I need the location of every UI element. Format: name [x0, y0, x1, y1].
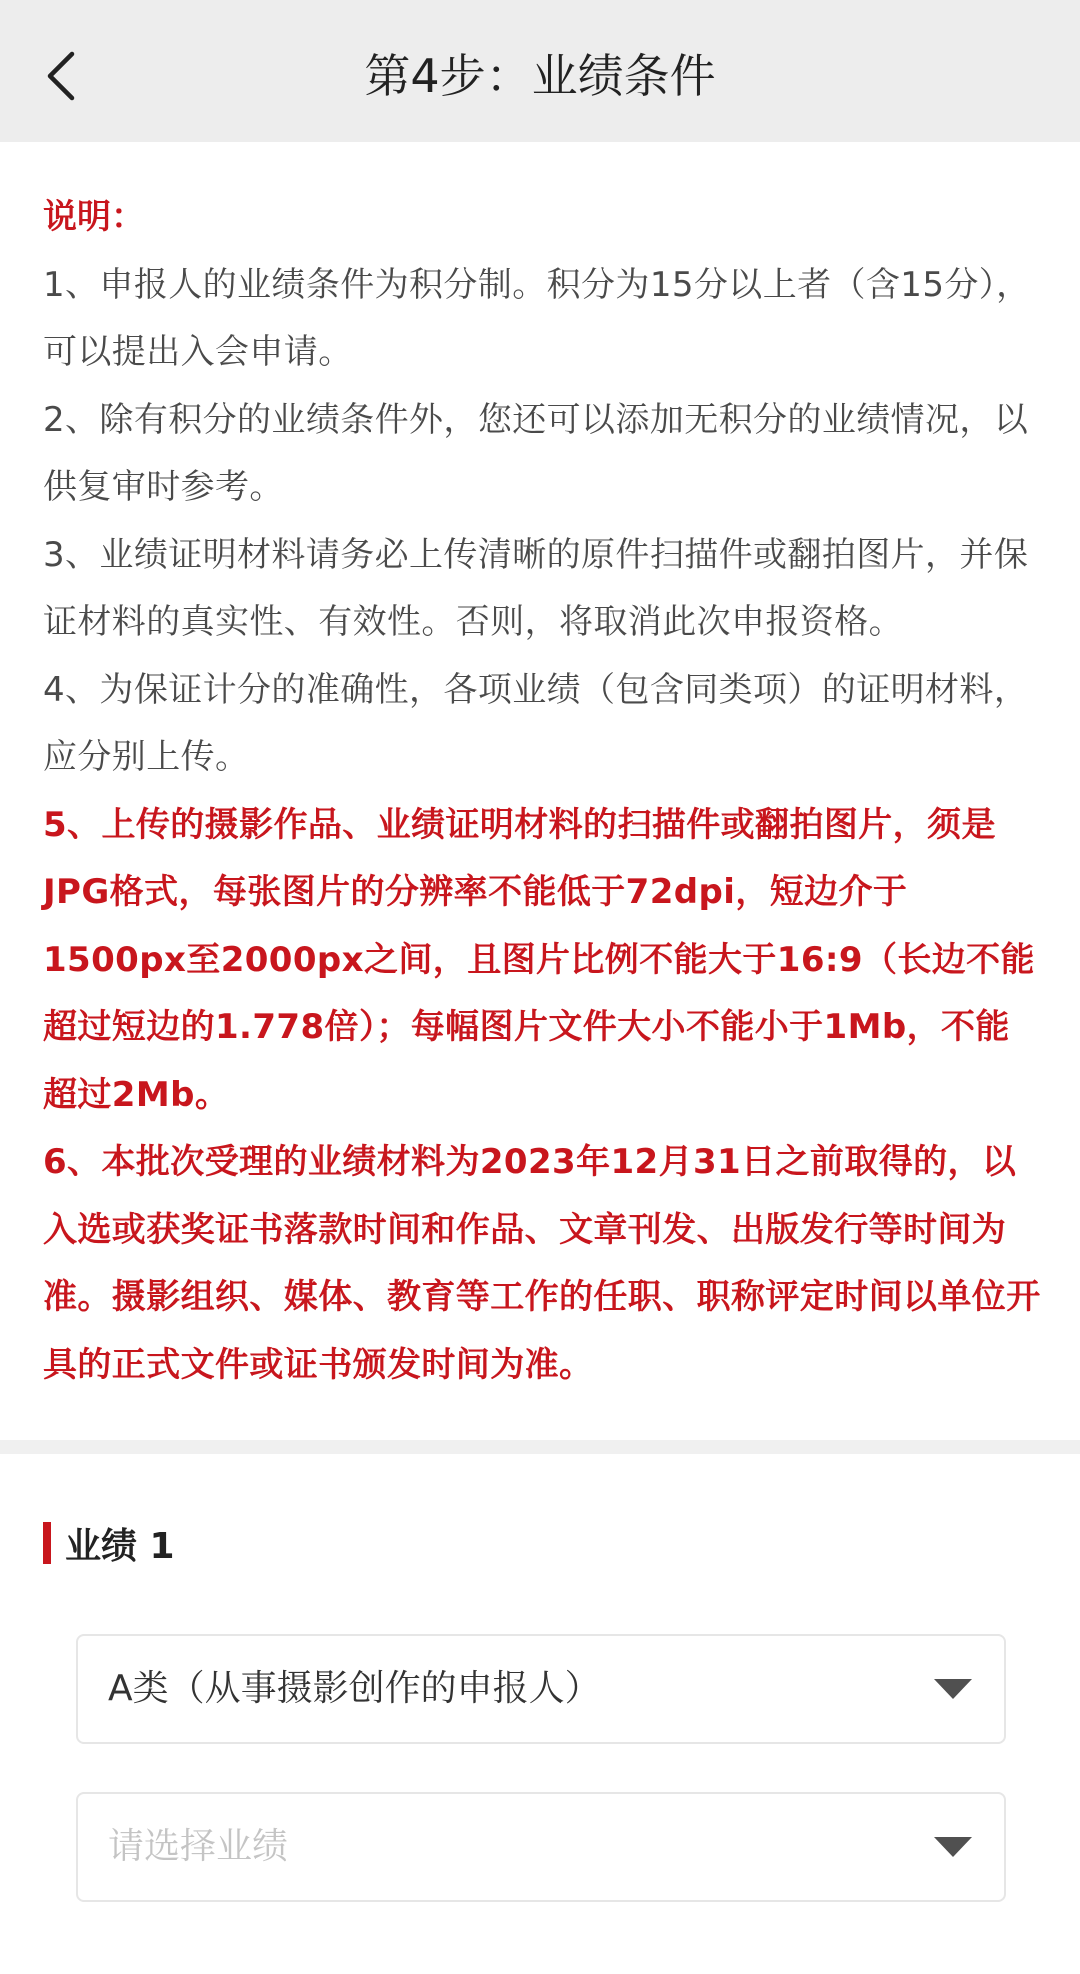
instructions-heading: 说明：	[43, 197, 145, 237]
caret-down-icon	[934, 1837, 972, 1857]
achievement-select-placeholder: 请选择业绩	[108, 1826, 289, 1867]
caret-down-icon	[934, 1679, 972, 1699]
instruction-item-5: 5、上传的摄影作品、业绩证明材料的扫描件或翻拍图片，须是JPG格式，每张图片的分辨率不能低于72dpi，短边介于1500px至2000px之间，且图片比例不能大于16:9（长边不能超过短边的1.778倍）；每幅图片文件大小不能小于1Mb，不能超过2Mb。	[43, 804, 1035, 1115]
instruction-item-4: 4、为保证计分的准确性，各项业绩（包含同类项）的证明材料，应分别上传。	[43, 669, 1029, 777]
section-divider	[0, 1440, 1080, 1454]
page-title: 第4步：业绩条件	[364, 49, 716, 103]
instructions-section	[43, 184, 1043, 1399]
header-bar	[0, 0, 1080, 142]
category-select[interactable]	[76, 1634, 1006, 1744]
achievement-title: 业绩 1	[65, 1525, 175, 1567]
instruction-item-2: 2、除有积分的业绩条件外，您还可以添加无积分的业绩情况，以供复审时参考。	[43, 399, 1029, 507]
instruction-item-1: 1、申报人的业绩条件为积分制。积分为15分以上者（含15分），可以提出入会申请。	[43, 264, 1031, 372]
achievement-section-title	[43, 1518, 175, 1568]
instruction-item-6: 6、本批次受理的业绩材料为2023年12月31日之前取得的，以入选或获奖证书落款时间和作品、文章刊发、出版发行等时间为准。摄影组织、媒体、教育等工作的任职、职称评定时间以单位开具的正式文件或证书颁发时间为准。	[43, 1142, 1041, 1385]
achievement-select[interactable]	[76, 1792, 1006, 1902]
instruction-item-3: 3、业绩证明材料请务必上传清晰的原件扫描件或翻拍图片，并保证材料的真实性、有效性。否则，将取消此次申报资格。	[43, 534, 1029, 642]
section-accent-bar	[43, 1522, 51, 1564]
category-select-value: A类（从事摄影创作的申报人）	[108, 1668, 601, 1709]
